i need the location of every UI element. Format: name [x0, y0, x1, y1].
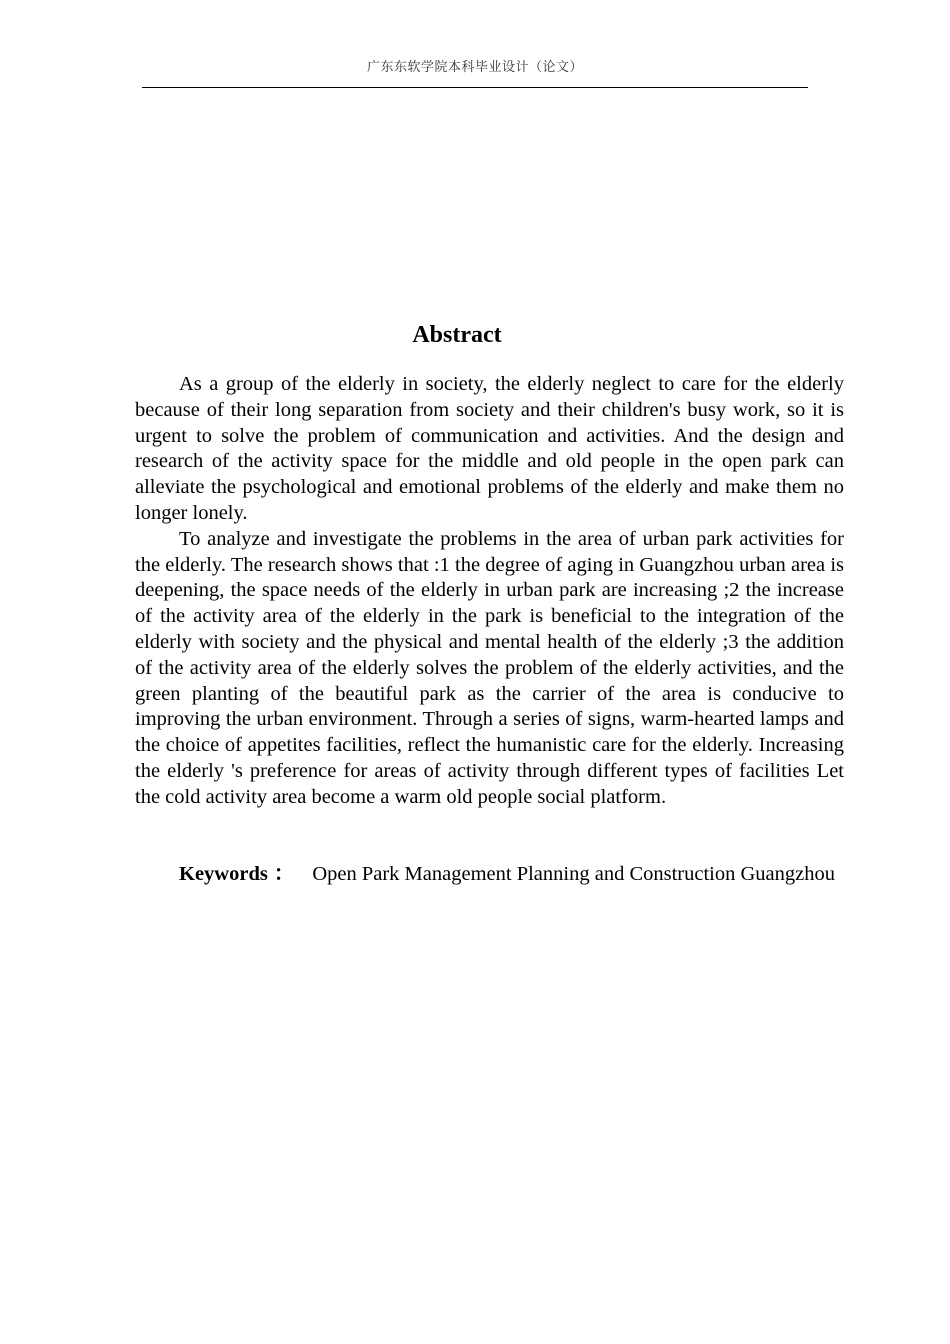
keywords-text: Open Park Management Planning and Construction Guangzhou: [312, 863, 835, 885]
abstract-paragraph-2: To analyze and investigate the problems in the area of urban park activities for the elderly. The research shows that :1 the degree of aging in Guangzhou urban area is deepening, the space needs of the elderly in urban park are increasing ;2 the increase of the activity area of the elderly in the park is beneficial to the integration of the elderly with society and the physical and mental health of the elderly ;3 the addition of the activity area of the elderly solves the problem of the elderly activities, and the green planting of the beautiful park as the carrier of the area is conducive to improving the urban environment. Through a series of signs, warm-hearted lamps and the choice of appetites facilities, reflect the humanistic care for the elderly. Increasing the elderly 's preference for areas of activity through different types of facilities Let the cold activity area become a warm old people social platform.: [135, 527, 844, 808]
keywords-line: [135, 861, 844, 887]
keywords-separator: ：: [273, 863, 295, 885]
abstract-paragraph-1: As a group of the elderly in society, the elderly neglect to care for the elderly because of their long separation from society and their children's busy work, so it is urgent to solve the problem of communication and activities. And the design and research of the activity space for the middle and old people in the open park can alleviate the psychological and emotional problems of the elderly and make them no longer lonely.: [135, 373, 844, 524]
abstract-body: [135, 372, 844, 811]
abstract-title: Abstract: [412, 322, 502, 348]
keywords-label: Keywords: [179, 863, 268, 885]
header-divider: [142, 87, 808, 88]
page-header: 广东东软学院本科毕业设计（论文）: [366, 60, 583, 75]
